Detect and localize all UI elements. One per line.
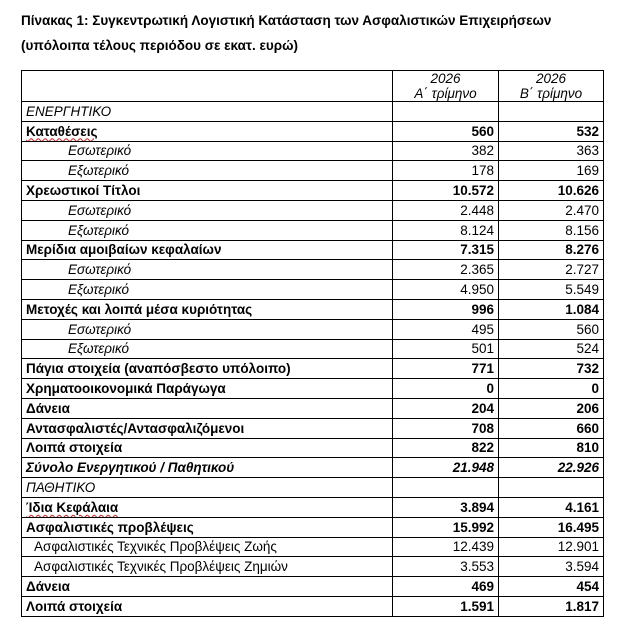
row-label: Λοιπά στοιχεία — [22, 596, 393, 616]
table-row — [22, 102, 604, 122]
value-q1: 2.448 — [393, 200, 499, 220]
table-row — [22, 557, 604, 577]
value-q2: 524 — [499, 339, 604, 359]
value-q2: 660 — [499, 418, 604, 438]
value-q2: 10.626 — [499, 181, 604, 201]
value-q2: 1.084 — [499, 299, 604, 319]
table-row — [22, 596, 604, 616]
table-row — [22, 398, 604, 418]
value-q2: 532 — [499, 121, 604, 141]
value-q2: 732 — [499, 359, 604, 379]
value-q1: 382 — [393, 141, 499, 161]
row-label: Ασφαλιστικές Τεχνικές Προβλέψεις Ζωής — [22, 537, 393, 557]
row-label: Εξωτερικό — [22, 220, 393, 240]
table-row — [22, 359, 604, 379]
value-q2: 12.901 — [499, 537, 604, 557]
value-q2: 8.276 — [499, 240, 604, 260]
value-q1: 21.948 — [393, 458, 499, 478]
row-label: ΕΝΕΡΓΗΤΙΚΟ — [22, 102, 393, 122]
column-header-q1 — [393, 71, 499, 102]
column-quarter: Α΄ τρίμηνο — [414, 86, 477, 101]
table-title: Πίνακας 1: Συγκεντρωτική Λογιστική Κατάσταση των Ασφαλιστικών Επιχειρήσεων — [21, 13, 552, 28]
value-q2: 206 — [499, 398, 604, 418]
table-row — [22, 200, 604, 220]
value-q1: 996 — [393, 299, 499, 319]
row-label: Εσωτερικό — [22, 260, 393, 280]
value-q1: 1.591 — [393, 596, 499, 616]
value-q1: 560 — [393, 121, 499, 141]
row-label: Εσωτερικό — [22, 200, 393, 220]
value-q2: 810 — [499, 438, 604, 458]
row-label: Λοιπά στοιχεία — [22, 438, 393, 458]
value-q1 — [393, 102, 499, 122]
value-q1: 10.572 — [393, 181, 499, 201]
value-q1: 2.365 — [393, 260, 499, 280]
value-q1: 495 — [393, 319, 499, 339]
row-label: Σύνολο Ενεργητικού / Παθητικού — [22, 458, 393, 478]
table-row — [22, 319, 604, 339]
value-q2: 363 — [499, 141, 604, 161]
table-row — [22, 379, 604, 399]
value-q2 — [499, 102, 604, 122]
table-row — [22, 537, 604, 557]
row-label: Δάνεια — [22, 577, 393, 597]
value-q2: 4.161 — [499, 497, 604, 517]
column-year: 2026 — [535, 71, 567, 86]
value-q1: 4.950 — [393, 280, 499, 300]
value-q2: 169 — [499, 161, 604, 181]
balance-sheet-table — [21, 70, 604, 617]
column-quarter: Β΄ τρίμηνο — [519, 86, 583, 101]
table-row — [22, 161, 604, 181]
table-row — [22, 220, 604, 240]
value-q1: 708 — [393, 418, 499, 438]
table-row — [22, 577, 604, 597]
value-q2: 3.594 — [499, 557, 604, 577]
table-row — [22, 121, 604, 141]
row-label: Καταθέσεις — [26, 123, 98, 139]
table-row — [22, 260, 604, 280]
row-label: Πάγια στοιχεία (αναπόσβεστο υπόλοιπο) — [22, 359, 393, 379]
column-header-q2 — [499, 71, 604, 102]
row-label: Αντασφαλιστές/Αντασφαλιζόμενοι — [22, 418, 393, 438]
table-row — [22, 438, 604, 458]
table-row — [22, 517, 604, 537]
value-q1: 3.553 — [393, 557, 499, 577]
row-label: Ασφαλιστικές προβλέψεις — [22, 517, 393, 537]
table-row — [22, 497, 604, 517]
column-year: 2026 — [430, 71, 461, 86]
value-q2: 2.727 — [499, 260, 604, 280]
value-q2: 2.470 — [499, 200, 604, 220]
value-q1: 7.315 — [393, 240, 499, 260]
value-q1: 15.992 — [393, 517, 499, 537]
row-label: Μετοχές και λοιπά μέσα κυριότητας — [22, 299, 393, 319]
row-label: Εξωτερικό — [22, 339, 393, 359]
row-label: Εξωτερικό — [22, 161, 393, 181]
value-q2: 560 — [499, 319, 604, 339]
row-label: ΠΑΘΗΤΙΚΟ — [22, 478, 393, 498]
value-q2: 1.817 — [499, 596, 604, 616]
table-row — [22, 478, 604, 498]
value-q2: 22.926 — [499, 458, 604, 478]
table-row — [22, 181, 604, 201]
value-q1 — [393, 478, 499, 498]
row-label: Μερίδια αμοιβαίων κεφαλαίων — [22, 240, 393, 260]
table-row — [22, 339, 604, 359]
row-label: Εσωτερικό — [22, 319, 393, 339]
header-label-cell — [22, 71, 393, 102]
total-row — [22, 458, 604, 478]
value-q1: 0 — [393, 379, 499, 399]
row-label: Ίδια Κεφάλαια — [26, 499, 119, 515]
value-q1: 204 — [393, 398, 499, 418]
value-q2: 0 — [499, 379, 604, 399]
value-q1: 3.894 — [393, 497, 499, 517]
table-row — [22, 418, 604, 438]
value-q2: 5.549 — [499, 280, 604, 300]
value-q1: 178 — [393, 161, 499, 181]
value-q1: 8.124 — [393, 220, 499, 240]
row-label: Χρηματοοικονομικά Παράγωγα — [22, 379, 393, 399]
value-q2 — [499, 478, 604, 498]
row-label: Εξωτερικό — [22, 280, 393, 300]
table-row — [22, 141, 604, 161]
row-label: Δάνεια — [22, 398, 393, 418]
value-q1: 822 — [393, 438, 499, 458]
value-q1: 771 — [393, 359, 499, 379]
row-label: Χρεωστικοί Τίτλοι — [22, 181, 393, 201]
table-row — [22, 280, 604, 300]
value-q2: 16.495 — [499, 517, 604, 537]
value-q1: 501 — [393, 339, 499, 359]
value-q1: 469 — [393, 577, 499, 597]
table-subtitle: (υπόλοιπα τέλους περιόδου σε εκατ. ευρώ) — [21, 38, 298, 53]
row-label: Εσωτερικό — [22, 141, 393, 161]
table-row — [22, 240, 604, 260]
table-row — [22, 299, 604, 319]
row-label: Ασφαλιστικές Τεχνικές Προβλέψεις Ζημιών — [22, 557, 393, 577]
value-q2: 8.156 — [499, 220, 604, 240]
header-row — [22, 71, 604, 102]
value-q2: 454 — [499, 577, 604, 597]
value-q1: 12.439 — [393, 537, 499, 557]
